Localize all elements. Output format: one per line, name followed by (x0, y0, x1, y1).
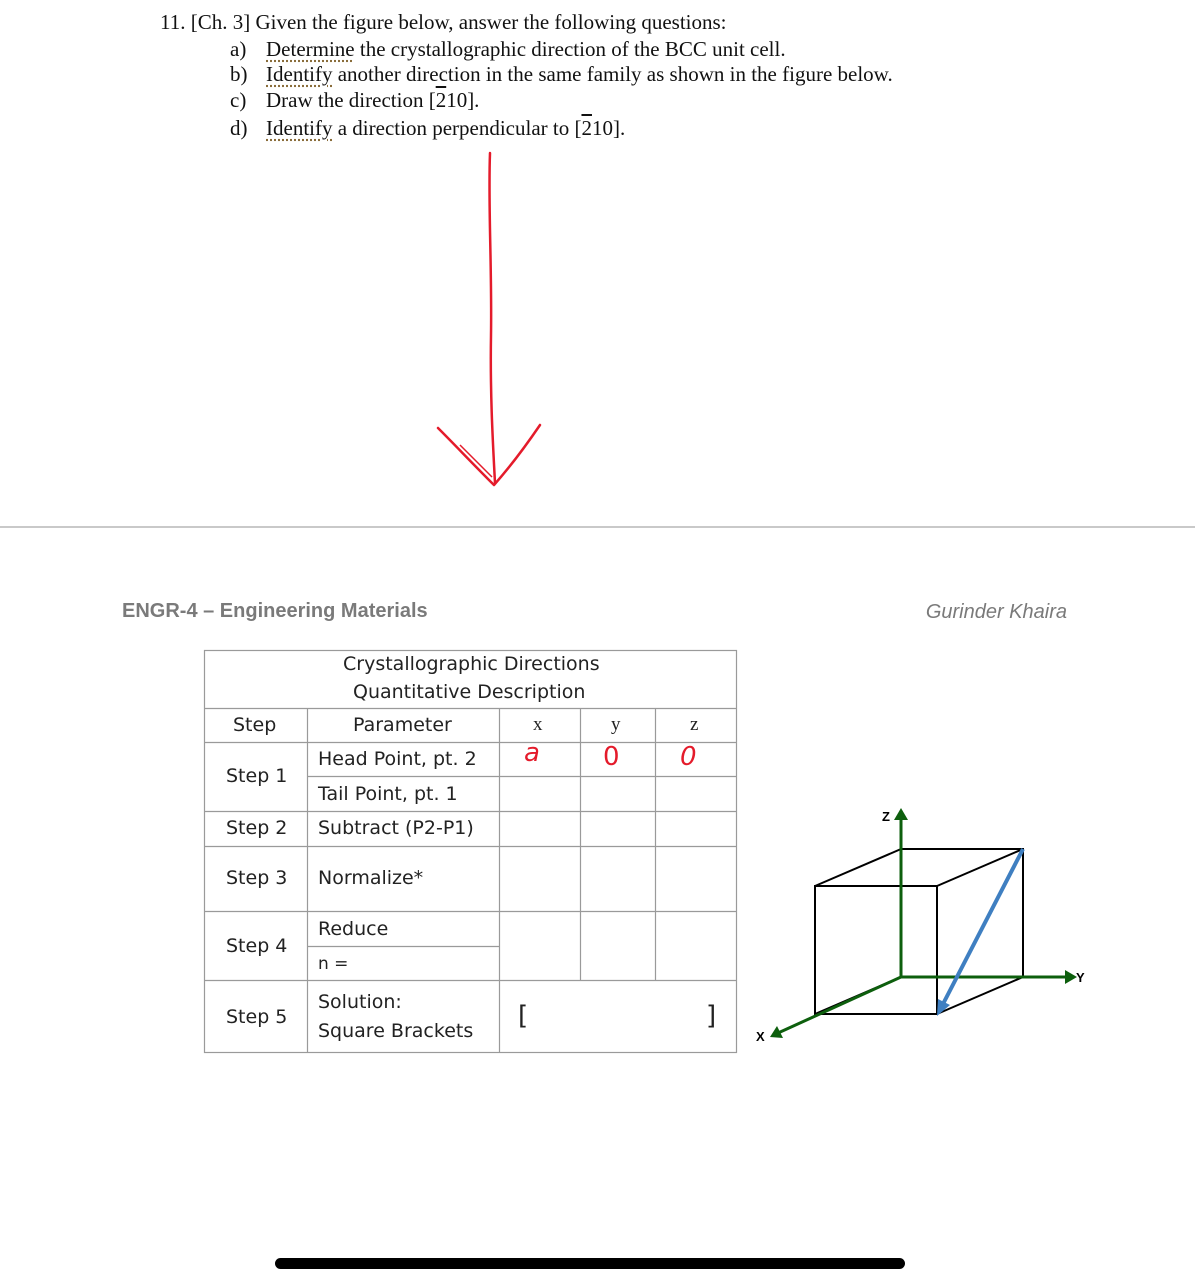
table-title-line1: Crystallographic Directions (343, 653, 600, 675)
item-tail: 10]. (446, 88, 480, 112)
normalize-label: Normalize* (318, 867, 424, 889)
reduce-label: Reduce (318, 918, 389, 940)
close-bracket: ] (706, 1001, 717, 1031)
step5-label: Step 5 (226, 1006, 288, 1028)
unit-cell-figure (740, 800, 1100, 1060)
subtract-label: Subtract (P2-P1) (318, 817, 474, 839)
item-tail: 10]. (591, 116, 626, 140)
col-z-header: z (690, 714, 699, 735)
item-text: the crystallographic direction of the BCC unit cell. (354, 37, 786, 61)
step2-label: Step 2 (226, 817, 288, 839)
handwritten-head-z: 0 (680, 742, 697, 772)
z-axis-label: Z (882, 809, 890, 824)
col-x-header: x (533, 714, 543, 735)
item-text: a direction perpendicular to [ (332, 116, 582, 140)
item-bar-digit: 2 (581, 116, 592, 140)
question-title: 11. [Ch. 3] Given the figure below, answer the following questions: (160, 10, 727, 34)
x-axis-label: X (756, 1029, 765, 1044)
solution-label: Solution: (318, 991, 402, 1013)
open-bracket: [ (518, 1001, 529, 1031)
item-verb: Identify (266, 116, 333, 140)
y-axis-label: Y (1076, 970, 1085, 985)
direction-arrow-shaft (943, 849, 1023, 1004)
item-label: a) (230, 37, 247, 61)
step1-label: Step 1 (226, 765, 288, 787)
item-verb: Determine (266, 37, 355, 61)
tail-point-label: Tail Point, pt. 1 (318, 783, 458, 805)
handwritten-head-x: a (524, 738, 540, 768)
item-label: b) (230, 62, 248, 86)
step3-label: Step 3 (226, 867, 288, 889)
author-name: Gurinder Khaira (925, 601, 1067, 623)
table-title-line2: Quantitative Description (353, 681, 586, 703)
z-axis-arrowhead (894, 808, 908, 820)
item-bar-digit: 2 (435, 88, 447, 112)
head-point-label: Head Point, pt. 2 (318, 748, 477, 770)
col-y-header: y (611, 714, 621, 735)
col-step-header: Step (233, 714, 277, 736)
square-brackets-label: Square Brackets (318, 1020, 474, 1042)
col-parameter-header: Parameter (353, 714, 452, 736)
item-text: Draw the direction [ (266, 88, 436, 112)
handwritten-head-y: 0 (603, 742, 620, 772)
step4-label: Step 4 (226, 935, 288, 957)
item-verb: Identify (266, 62, 333, 86)
home-indicator[interactable] (275, 1258, 905, 1269)
n-equals-label: n = (318, 954, 349, 974)
item-label: c) (230, 88, 247, 112)
item-text: another direction in the same family as shown in the figure below. (332, 62, 893, 86)
item-label: d) (230, 116, 248, 140)
course-header: ENGR-4 – Engineering Materials (122, 600, 428, 622)
